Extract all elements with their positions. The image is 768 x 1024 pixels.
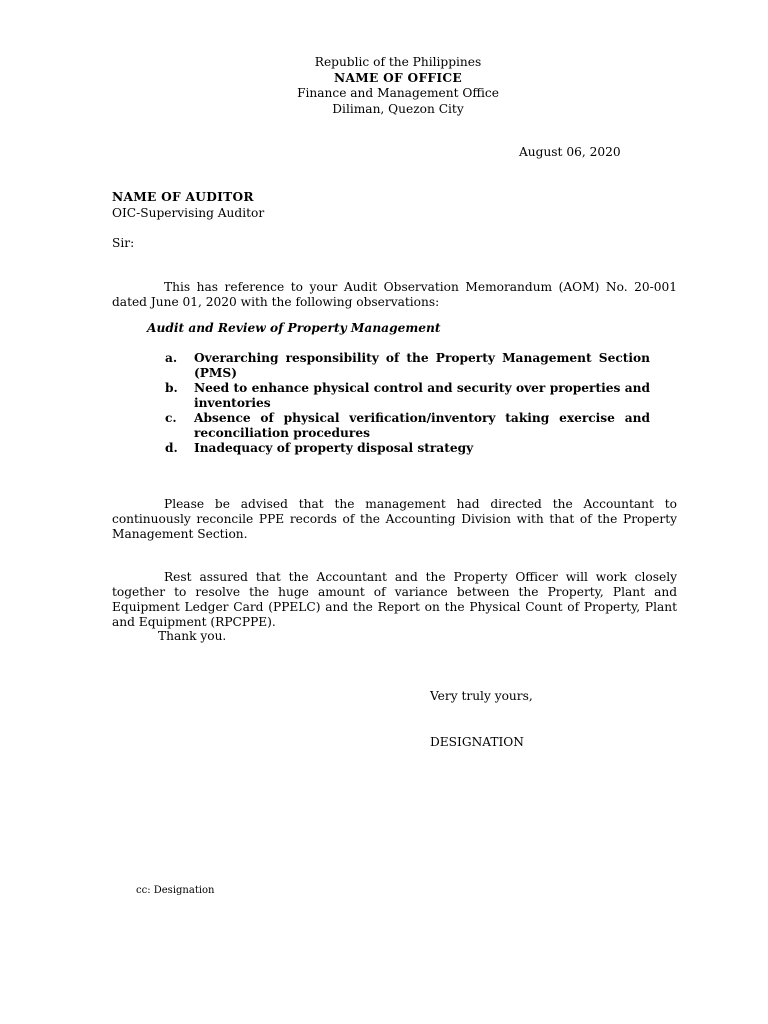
- paragraph-advice: [112, 497, 677, 542]
- list-item: [165, 441, 650, 456]
- salutation: Sir:: [112, 236, 135, 250]
- address-line: Diliman, Quezon City: [332, 101, 464, 116]
- list-marker: a.: [165, 351, 178, 365]
- list-item-text: Overarching responsibility of the Property Management Section (PMS): [194, 351, 650, 380]
- list-marker: c.: [165, 411, 177, 425]
- paragraph-reference: [112, 280, 677, 310]
- complimentary-close: Very truly yours,: [430, 689, 533, 703]
- list-marker: d.: [165, 441, 178, 455]
- observation-list: [165, 351, 650, 456]
- department-line: Finance and Management Office: [297, 86, 499, 100]
- thanks-line: Thank you.: [158, 629, 227, 643]
- list-item: [165, 381, 650, 411]
- letterhead: [0, 55, 768, 117]
- paragraph-assurance-text: Rest assured that the Accountant and the Property Officer will work closely together to resolve the huge amount of variance between the Property, Plant and Equipment Ledger Card (PPELC) and the Report on the Physical Count of Property, Plant and Equipment (RPCPPE).: [112, 570, 677, 629]
- letter-date: August 06, 2020: [519, 145, 621, 159]
- office-name: NAME OF OFFICE: [334, 70, 462, 85]
- paragraph-assurance: [112, 570, 677, 630]
- paragraph-reference-text: This has reference to your Audit Observation Memorandum (AOM) No. 20-001 dated June 01, 2020 with the following observations:: [112, 280, 677, 309]
- list-marker: b.: [165, 381, 178, 395]
- list-item-text: Absence of physical verification/inventory taking exercise and reconciliation procedures: [194, 411, 650, 440]
- cc-line: cc: Designation: [136, 885, 215, 896]
- list-item-text: Inadequacy of property disposal strategy: [194, 441, 474, 455]
- observation-subheading: Audit and Review of Property Management: [147, 321, 441, 335]
- paragraph-advice-text: Please be advised that the management had directed the Accountant to continuously reconcile PPE records of the Accounting Division with that of the Property Management Section.: [112, 497, 677, 541]
- republic-line: Republic of the Philippines: [314, 55, 482, 69]
- list-item: [165, 351, 650, 381]
- recipient-name: NAME OF AUDITOR: [112, 190, 254, 204]
- list-item: [165, 411, 650, 441]
- signatory-designation: DESIGNATION: [430, 735, 524, 749]
- recipient-title: OIC-Supervising Auditor: [112, 205, 265, 220]
- list-item-text: Need to enhance physical control and security over properties and inventories: [194, 381, 650, 410]
